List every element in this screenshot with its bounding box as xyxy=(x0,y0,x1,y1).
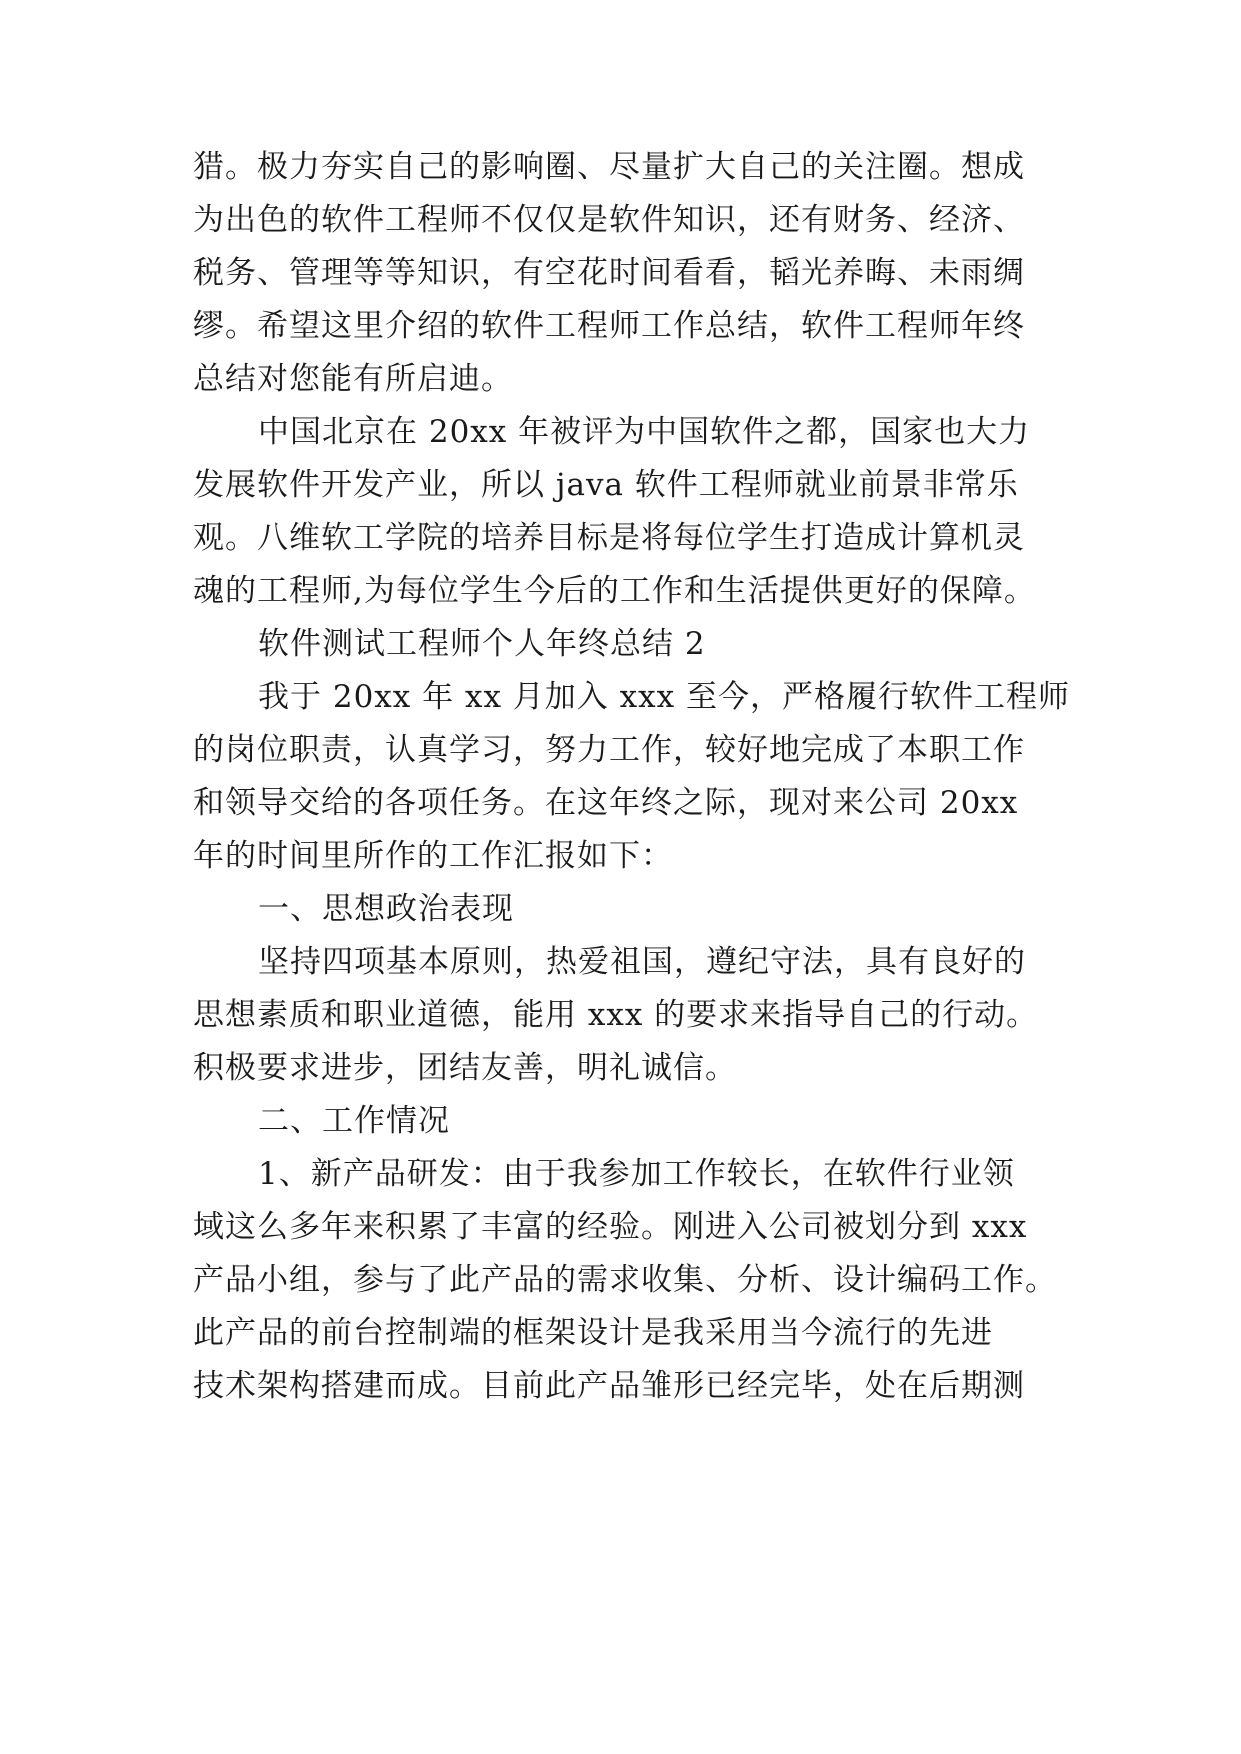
text-line: 猎。极力夯实自己的影响圈、尽量扩大自己的关注圈。想成 xyxy=(193,149,1025,185)
text-line: 年的时间里所作的工作汇报如下： xyxy=(193,838,673,874)
paragraph-start-line: 我于 20xx 年 xx 月加入 xxx 至今，严格履行软件工程师 xyxy=(258,679,1070,715)
section-heading: 二、工作情况 xyxy=(258,1103,450,1139)
text-line: 缪。希望这里介绍的软件工程师工作总结，软件工程师年终 xyxy=(193,308,1025,344)
text-line: 的岗位职责，认真学习，努力工作，较好地完成了本职工作 xyxy=(193,732,1025,768)
section-title: 软件测试工程师个人年终总结 2 xyxy=(258,626,706,662)
text-line: 技术架构搭建而成。目前此产品雏形已经完毕，处在后期测 xyxy=(193,1368,1025,1404)
text-line: 域这么多年来积累了丰富的经验。刚进入公司被划分到 xxx xyxy=(193,1209,1028,1245)
text-line: 发展软件开发产业，所以 java 软件工程师就业前景非常乐 xyxy=(193,467,1019,503)
text-line: 此产品的前台控制端的框架设计是我采用当今流行的先进 xyxy=(193,1315,993,1351)
section-heading: 一、思想政治表现 xyxy=(258,891,514,927)
paragraph-start-line: 坚持四项基本原则，热爱祖国，遵纪守法，具有良好的 xyxy=(258,944,1026,980)
text-line: 观。八维软工学院的培养目标是将每位学生打造成计算机灵 xyxy=(193,520,1025,556)
text-line: 税务、管理等等知识，有空花时间看看，韬光养晦、未雨绸 xyxy=(193,255,1025,291)
text-line: 总结对您能有所启迪。 xyxy=(193,361,513,397)
text-line: 积极要求进步，团结友善，明礼诚信。 xyxy=(193,1050,737,1086)
text-line: 为出色的软件工程师不仅仅是软件知识，还有财务、经济、 xyxy=(193,202,1025,238)
text-line: 产品小组，参与了此产品的需求收集、分析、设计编码工作。 xyxy=(193,1262,1057,1298)
text-line: 和领导交给的各项任务。在这年终之际，现对来公司 20xx xyxy=(193,785,1019,821)
paragraph-start-line: 中国北京在 20xx 年被评为中国软件之都，国家也大力 xyxy=(258,414,1031,450)
text-line: 魂的工程师,为每位学生今后的工作和生活提供更好的保障。 xyxy=(193,573,1036,609)
paragraph-start-line: 1、新产品研发：由于我参加工作较长，在软件行业领 xyxy=(258,1156,1015,1192)
text-line: 思想素质和职业道德，能用 xxx 的要求来指导自己的行动。 xyxy=(193,997,1039,1033)
